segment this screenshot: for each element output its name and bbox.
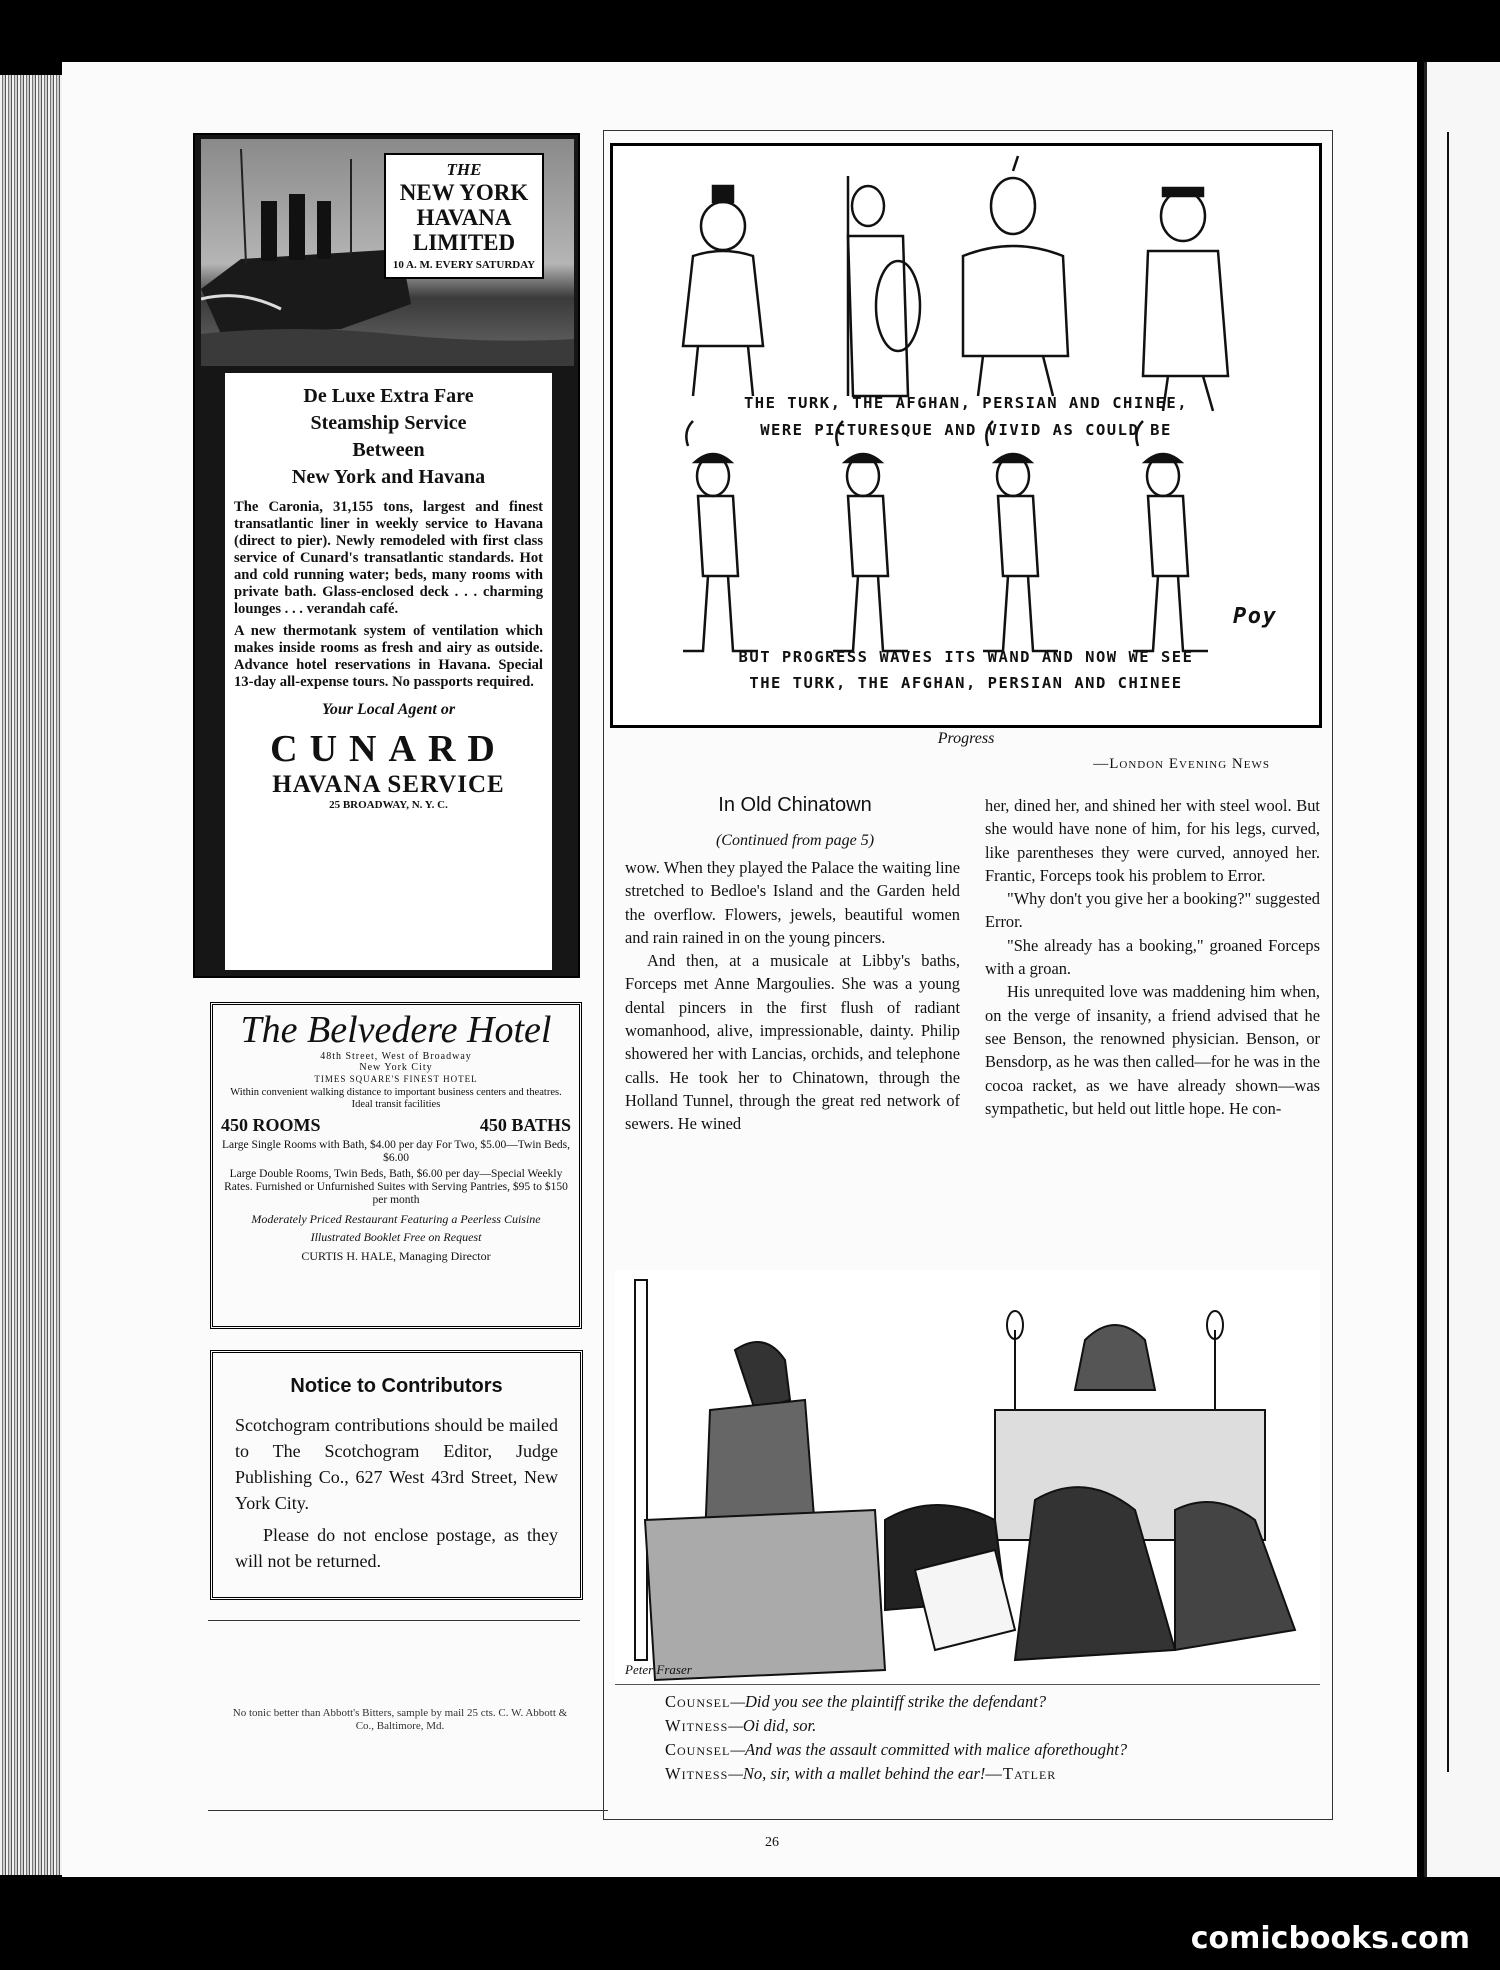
cunard-address: 25 BROADWAY, N. Y. C. <box>329 799 448 812</box>
cartoon-bottom-caption-1: BUT PROGRESS WAVES ITS WAND AND NOW WE SEE <box>738 648 1194 666</box>
dialogue-line-4 <box>665 1762 1315 1786</box>
courtroom-signature: Peter Fraser <box>625 1662 692 1677</box>
belvedere-rooms: 450 ROOMS <box>221 1115 321 1136</box>
dialogue-line-2 <box>665 1714 1315 1738</box>
cunard-body-1: The Caronia, 31,155 tons, largest and finest transatlantic liner in weekly service to Havana (direct to pier). Newly remodeled with first class service of Cunard's transatlantic standards. Hot and cold running water; beds, many rooms with private bath. Glass-enclosed deck . . . charming lounges . . . verandah café. <box>234 499 543 617</box>
cunard-headline-3: Between <box>352 439 425 461</box>
notice-to-contributors <box>210 1350 583 1600</box>
article-column-2 <box>985 794 1320 1120</box>
cartoon-signature: Poy <box>1233 604 1278 629</box>
cunard-service: HAVANA SERVICE <box>272 771 505 799</box>
book-spine <box>0 75 62 1875</box>
dialogue-speaker-3: Counsel <box>665 1739 731 1759</box>
dialogue-text-1: —Did you see the plaintiff strike the defendant? <box>730 1692 1047 1711</box>
site-watermark: comicbooks.com <box>1190 1921 1470 1956</box>
dialogue-line-1 <box>665 1690 1315 1714</box>
cartoon-bottom-caption-2: THE TURK, THE AFGHAN, PERSIAN AND CHINEE <box>749 674 1183 692</box>
cunard-agent-line: Your Local Agent or <box>321 701 456 719</box>
notice-paragraph-2: Please do not enclose postage, as they will not be returned. <box>235 1525 558 1572</box>
belvedere-booklet: Illustrated Booklet Free on Request <box>310 1229 482 1244</box>
belvedere-name: The Belvedere Hotel <box>240 1009 552 1051</box>
belvedere-manager: CURTIS H. HALE, Managing Director <box>301 1248 491 1263</box>
belvedere-hotel-advertisement <box>210 1002 582 1329</box>
cunard-advertisement <box>193 133 580 978</box>
article-col1-paragraph-1: wow. When they played the Palace the waiting line stretched to Bedloe's Island and the Garden held the overflow. Flowers, jewels, beautiful women and rain rained in on the young pincers. <box>625 858 960 947</box>
cunard-headline-2: Steamship Service <box>310 412 467 434</box>
belvedere-tagline: TIMES SQUARE'S FINEST HOTEL <box>314 1073 478 1084</box>
dialogue-text-3: —And was the assault committed with malice aforethought? <box>730 1739 1128 1759</box>
belvedere-blurb: Within convenient walking distance to important business centers and theatres. Ideal transit facilities <box>230 1087 562 1111</box>
dialogue-speaker-4: Witness <box>665 1763 729 1783</box>
courtroom-illustration <box>615 1270 1320 1685</box>
dialogue-line-3 <box>665 1738 1315 1762</box>
belvedere-baths: 450 BATHS <box>479 1115 571 1136</box>
belvedere-restaurant: Moderately Priced Restaurant Featuring a Peerless Cuisine <box>251 1211 541 1226</box>
facing-page-edge <box>1424 62 1500 1877</box>
belvedere-address-2: New York City <box>359 1062 433 1074</box>
page-number: 26 <box>765 1835 779 1850</box>
notice-title: Notice to Contributors <box>290 1375 503 1397</box>
dialogue-speaker-2: Witness <box>665 1715 729 1735</box>
cunard-name: CUNARD <box>270 728 507 771</box>
dialogue-text-4: —No, sir, with a mallet behind the ear! <box>728 1763 986 1783</box>
article-col2-paragraph-1: her, dined her, and shined her with steel wool. But she would have none of him, for his legs, curved, like parentheses they were curved, annoyed her. Frantic, Forceps took his problem to Error. <box>985 796 1320 885</box>
cunard-headline-1: De Luxe Extra Fare <box>303 385 474 407</box>
article-title: In Old Chinatown <box>718 794 872 816</box>
dialogue-speaker-1: Counsel <box>665 1692 731 1711</box>
progress-cartoon <box>610 143 1322 728</box>
ship-box-the: THE <box>446 160 482 179</box>
left-column-rule <box>208 1620 580 1621</box>
abbott-bitters-note: No tonic better than Abbott's Bitters, sample by mail 25 cts. C. W. Abbott & Co., Baltimore, Md. <box>232 1707 568 1732</box>
steamship-illustration <box>201 139 574 366</box>
belvedere-rate-single: Large Single Rooms with Bath, $4.00 per day For Two, $5.00—Twin Beds, $6.00 <box>221 1139 571 1165</box>
left-column-bottom-rule <box>208 1810 608 1811</box>
courtroom-drawing <box>615 1270 1320 1685</box>
ship-caption-box <box>384 153 544 279</box>
belvedere-room-counts <box>221 1115 571 1136</box>
ship-box-time: 10 A. M. EVERY SATURDAY <box>392 258 536 271</box>
ship-box-name: NEW YORK HAVANA LIMITED <box>399 179 529 256</box>
courtroom-dialogue <box>665 1690 1315 1786</box>
article-col2-paragraph-2: "Why don't you give her a booking?" suggested Error. <box>985 889 1320 932</box>
cartoon-title: Progress <box>937 730 995 747</box>
cunard-body-2: A new thermotank system of ventilation which makes inside rooms as fresh and airy as outside. Advance hotel reservations in Havana. Special 13-day all-expense tours. No passports required. <box>234 623 543 691</box>
cartoon-top-caption-1: THE TURK, THE AFGHAN, PERSIAN AND CHINEE, <box>743 394 1189 412</box>
article-col1-paragraph-2: And then, at a musicale at Libby's baths, Forceps met Anne Margoulies. She was a young dental pincers in the first flush of radiant womanhood, alive, impressionable, dainty. Philip showered her with Lancias, orchids, and telephone calls. He took her to Chinatown, through the Holland Tunnel, through the great red network of sewers. He wined <box>625 951 960 1134</box>
article-col2-paragraph-4: His unrequited love was maddening him when, on the verge of insanity, a friend advised that he see Benson, the renowned physician. Benson, or Bensdorp, as he was then called—for he was in the cocoa racket, as we have already shown—was sympathetic, but held out little hope. He con- <box>985 982 1320 1118</box>
dialogue-source: —Tatler <box>985 1763 1057 1783</box>
article-col2-paragraph-3: "She already has a booking," groaned Forceps with a groan. <box>985 935 1320 979</box>
belvedere-rate-double: Large Double Rooms, Twin Beds, Bath, $6.00 per day—Special Weekly Rates. Furnished or Unfurnished Suites with Serving Pantries, $95 to $150 per month <box>224 1168 568 1206</box>
notice-paragraph-1: Scotchogram contributions should be mailed to The Scotchogram Editor, Judge Publishing Co., 627 West 43rd Street, New York City. <box>235 1415 558 1514</box>
article-continued-note: (Continued from page 5) <box>715 832 875 849</box>
belvedere-address-1: 48th Street, West of Broadway <box>320 1050 472 1062</box>
cunard-ad-body <box>225 373 552 970</box>
cartoon-top-caption-2: WERE PICTURESQUE AND VIVID AS COULD BE <box>760 421 1172 439</box>
cunard-headline-4: New York and Havana <box>291 466 486 488</box>
article-column-1 <box>625 856 960 1136</box>
cartoon-source: —London Evening News <box>1093 756 1270 772</box>
dialogue-text-2: —Oi did, sor. <box>728 1715 817 1735</box>
